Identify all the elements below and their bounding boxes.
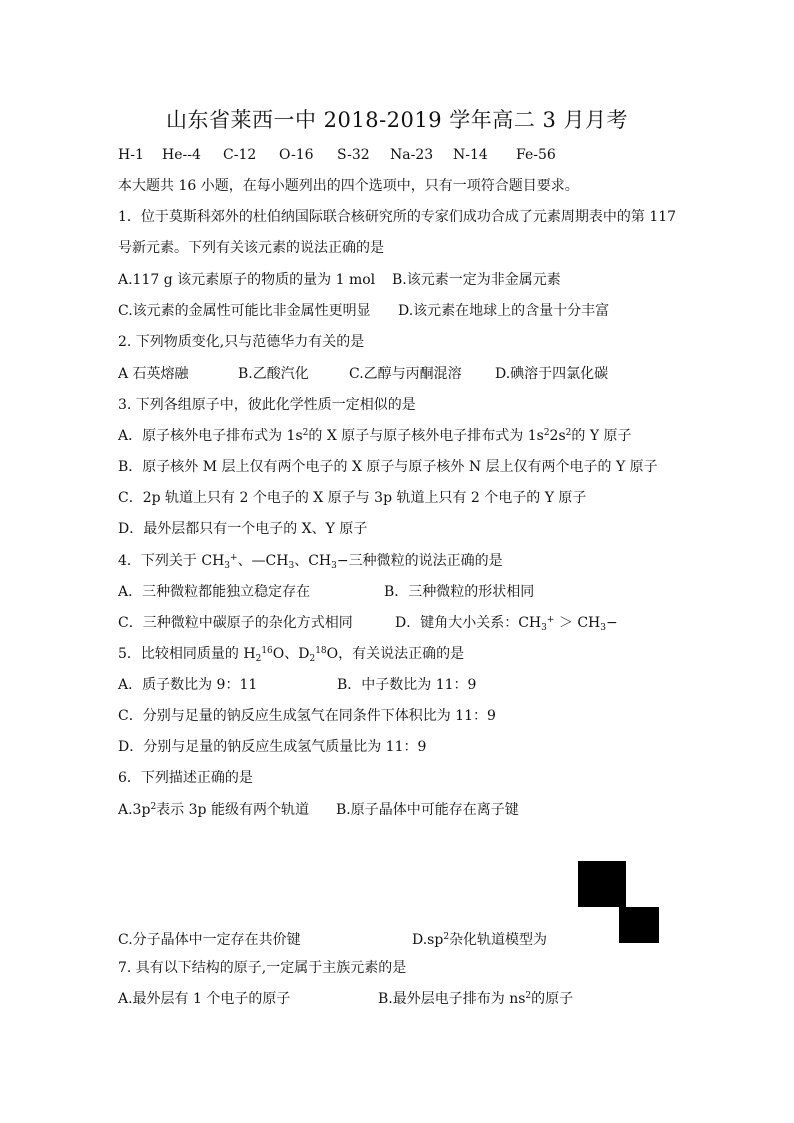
q4-option-d: D．键角大小关系：$CH_3^+ > CH_3-$ <box>395 615 618 633</box>
atomic-mass-o: O-16 <box>279 147 314 163</box>
q1-option-d: D.该元素在地球上的含量十分丰富 <box>398 303 610 319</box>
q6-stem: 6．下列描述正确的是 <box>118 770 253 786</box>
q6-option-a: $A.3p^2$表示 3p 能级有两个轨道 <box>118 802 309 818</box>
q3-option-b: B．原子核外 M 层上仅有两个电子的 X 原子与原子核外 N 层上仅有两个电子的 Y 原子 <box>118 459 658 475</box>
q5-option-a: A．质子数比为 9：11 <box>118 677 258 693</box>
atomic-mass-he: He--4 <box>162 147 201 163</box>
q2-option-c: C.乙醇与丙酮混溶 <box>349 366 462 382</box>
q6-option-c: C.分子晶体中一定存在共价键 <box>118 932 301 948</box>
q4-option-c: C．三种微粒中碳原子的杂化方式相同 <box>118 615 353 631</box>
q1-stem-line2: 号新元素。下列有关该元素的说法正确的是 <box>118 240 384 256</box>
q1-option-a: A.117 g 该元素原子的物质的量为 1 mol <box>118 272 376 288</box>
q1-stem-line1: 1．位于莫斯科郊外的杜伯纳国际联合核研究所的专家们成功合成了元素周期表中的第 117 <box>118 209 677 225</box>
atomic-mass-c: C-12 <box>223 147 257 163</box>
q3-option-a: A．原子核外电子排布式为 $1s^2$的 X 原子与原子核外电子排布式为 $1s^22s^2$的 Y 原子 <box>118 428 632 444</box>
q1-option-c: C.该元素的金属性可能比非金属性更明显 <box>118 303 371 319</box>
q1-option-b: B.该元素一定为非金属元素 <box>392 272 561 288</box>
q4-option-b: B．三种微粒的形状相同 <box>384 584 535 600</box>
q7-stem: 7. 具有以下结构的原子,一定属于主族元素的是 <box>118 960 407 976</box>
q2-option-b: B.乙酸汽化 <box>238 366 309 382</box>
q5-option-d: D．分别与足量的钠反应生成氢气质量比为 11：9 <box>118 739 427 755</box>
atomic-mass-h: H-1 <box>118 147 144 163</box>
q2-option-a: A 石英熔融 <box>118 366 189 382</box>
atomic-mass-s: S-32 <box>337 147 370 163</box>
q5-option-c: C．分别与足量的钠反应生成氢气在同条件下体积比为 11：9 <box>118 708 496 724</box>
q6-option-d: $D.sp^2$杂化轨道模型为 <box>412 932 548 948</box>
q7-option-a: A.最外层有 1 个电子的原子 <box>118 991 291 1007</box>
q7-option-b: B.最外层电子排布为 $ns^2$的原子 <box>378 991 574 1007</box>
atomic-mass-fe: Fe-56 <box>516 147 556 163</box>
q5-option-b: B．中子数比为 11：9 <box>337 677 477 693</box>
q4-stem: 4．下列关于 $CH_3^+$、$—CH_3$、$CH_3-$三种微粒的说法正确的是 <box>118 553 503 571</box>
q3-option-c: C．2p 轨道上只有 2 个电子的 X 原子与 3p 轨道上只有 2 个电子的 Y 原子 <box>118 490 587 506</box>
q2-stem: 2. 下列物质变化,只与范德华力有关的是 <box>118 334 365 350</box>
q5-stem: 5．比较相同质量的 $H_2^{16}O$、$D_2^{18}O$，有关说法正确的是 <box>118 646 465 664</box>
sp2-orbital-figure-square-2 <box>619 907 659 943</box>
instructions: 本大题共 16 小题，在每小题列出的四个选项中，只有一项符合题目要求。 <box>118 178 579 194</box>
q3-stem: 3. 下列各组原子中，彼此化学性质一定相似的是 <box>118 397 416 413</box>
sp2-orbital-figure-square-1 <box>578 861 626 907</box>
page-title: 山东省莱西一中 2018-2019 学年高二 3 月月考 <box>165 108 629 132</box>
q6-option-b: B.原子晶体中可能存在离子键 <box>336 802 519 818</box>
q3-option-d: D．最外层都只有一个电子的 X、Y 原子 <box>118 521 368 537</box>
q2-option-d: D.碘溶于四氯化碳 <box>495 366 609 382</box>
atomic-mass-na: Na-23 <box>390 147 434 163</box>
atomic-mass-n: N-14 <box>453 147 488 163</box>
q4-option-a: A．三种微粒都能独立稳定存在 <box>118 584 311 600</box>
